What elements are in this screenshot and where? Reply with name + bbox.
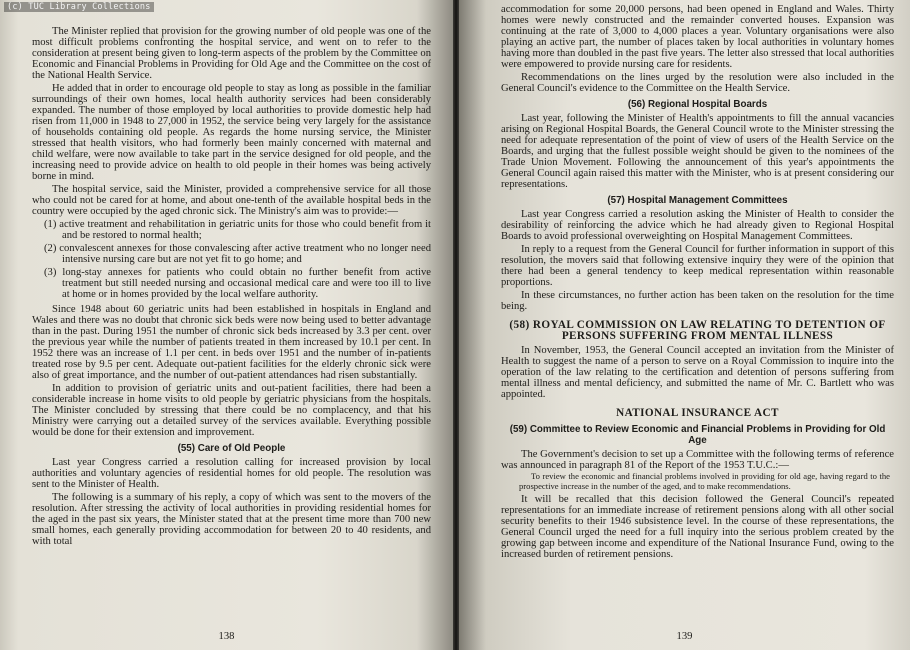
right-page (459, 0, 910, 650)
left-page (0, 0, 453, 650)
paragraph: Last year, following the Minister of Health's appointments to fill the annual vacancies arising on Regional Hospital Boards, the General Council wrote to the Minister stressing the need for adequate representation of the point of view of users of the Health Service on the Boards, and urging that the fullest possible weight should be given to the nominees of the Trade Union Movement. Following the announcement of this year's appointments the General Council again raised this matter with the Minister, who is at present considering our representations. (501, 113, 894, 190)
section-heading-55: (55) Care of Old People (177, 443, 286, 454)
paragraph: The hospital service, said the Minister, provided a comprehensive service for all those who could not be cared for at home, and about one-tenth of the available hospital beds in the country were occupied by the aged chronic sick. The Ministry's aim was to provide:— (32, 184, 431, 217)
list-item: (3) long-stay annexes for patients who could obtain no further benefit from active treatment but still needed nursing and occasional medical care and were too ill to live at home or in homes provided by the local welfare authority. (44, 267, 431, 300)
paragraph: Recommendations on the lines urged by the resolution were also included in the General Council's evidence to the Committee on the Health Service. (501, 72, 894, 94)
page-number-left: 138 (218, 631, 235, 642)
paragraph: The Minister replied that provision for the growing number of old people was one of the most difficult problems confronting the hospital service, and went on to refer to the consideration at present being given to long-term aspects of the problem by the Committee on Economic and Financial Problems in Providing for Old Age and the Committee on the cost of the National Health Service. (32, 26, 431, 81)
paragraph: It will be recalled that this decision followed the General Council's repeated representations for an immediate increase of retirement pensions along with all other social security benefits to their 1946 subsistence level. In the course of these representations, the General Council urged the need for a full inquiry into the serious problem created by the growing gap between income and expenditure of the National Insurance Fund, owing to the increased burden of retirement pensions. (501, 494, 894, 561)
section-heading-national-insurance: NATIONAL INSURANCE ACT (616, 407, 779, 419)
section-heading-57: (57) Hospital Management Committees (607, 195, 788, 206)
paragraph: In reply to a request from the General Council for further information in support of this resolution, the movers said that following extensive inquiry they were of the opinion that there had been a general tendency to keep medical representation within reasonable proportions. (501, 244, 894, 288)
paragraph: In November, 1953, the General Council accepted an invitation from the Minister of Health to suggest the name of a person to serve on a Royal Commission to inquire into the operation of the law relating to the certification and detention of persons suffering from mental illness and mental deficiency, and submitted the name of Mr. C. Bartlett who was appointed. (501, 345, 894, 400)
paragraph: Last year Congress carried a resolution asking the Minister of Health to consider the desirability of reinforcing the advice which he had already given to Regional Hospital Boards to avoid professional overweighting on Hospital Management Committees. (501, 209, 894, 242)
paragraph: accommodation for some 20,000 persons, had been opened in England and Wales. Thirty homes were newly constructed and the remainder converted houses. Expansion was continuing at the rate of 3,000 to 4,000 places a year. Voluntary organisations were also playing an active part, the number of places taken by local authorities in voluntary homes having more than doubled in the past five years. The letter also stressed that local authorities were empowered to provide nursing care for residents. (501, 4, 894, 70)
paragraph: The Government's decision to set up a Committee with the following terms of reference was announced in paragraph 81 of the Report of the 1953 T.U.C.:— (501, 449, 894, 471)
paragraph: Last year Congress carried a resolution calling for increased provision by local authorities and voluntary agencies of residential homes for old people. The resolution was sent to the Minister of Health. (32, 457, 431, 490)
paragraph: The following is a summary of his reply, a copy of which was sent to the movers of the resolution. After stressing the activity of local authorities in providing residential homes for the aged in the past six years, the Minister stated that at the present time more than 700 new small homes, each generally providing accommodation for between 20 to 40 residents, and with total (32, 492, 431, 547)
section-heading-56: (56) Regional Hospital Boards (627, 99, 768, 110)
section-heading-58: (58) ROYAL COMMISSION ON LAW RELATING TO DETENTION OF PERSONS SUFFERING FROM MENTAL ILLNESS (509, 319, 886, 342)
paragraph: In these circumstances, no further action has been taken on the resolution for the time being. (501, 290, 894, 312)
list-item: (2) convalescent annexes for those convalescing after active treatment who no longer need intensive nursing care but are not yet fit to go home; and (44, 243, 431, 265)
paragraph: He added that in order to encourage old people to stay as long as possible in the familiar surroundings of their own homes, local health authority services had been considerably expanded. The number of those employed by local authorities to provide domestic help had risen from 11,000 in 1948 to 27,000 in 1952, the service being very largely for the assistance of households containing old people. As regards the home nursing service, the Minister stressed that health visitors, who had formerly been mainly concerned with maternal and child welfare, were now available to take part in the service designed for old people, and the increasing need to provide advice on health to old people in their homes was being actively borne in mind. (32, 83, 431, 182)
section-heading-59: (59) Committee to Review Economic and Financial Problems in Providing for Old Age (509, 424, 886, 446)
paragraph: Since 1948 about 60 geriatric units had been established in hospitals in England and Wales and there was no doubt that chronic sick beds were now being used to better advantage than in the past. During 1951 the number of chronic sick beds increased by 3.3 per cent. over the previous year while the number of patients treated in them increased by 10.1 per cent. In 1952 there was an increase of 1.1 per cent. in beds over 1951 and the number of in-patients treated rose by 9.5 per cent. Adequate out-patient facilities for the elderly chronic sick were also of great importance, and the number of out-patient attendances had risen substantially. (32, 304, 431, 381)
list-item: (1) active treatment and rehabilitation in geriatric units for those who could benefit from it and be restored to normal health; (44, 219, 431, 241)
terms-of-reference-quote: To review the economic and financial problems involved in providing for old age, having regard to the prospective increase in the number of the aged, and to make recommendations. (519, 471, 890, 491)
paragraph: In addition to provision of geriatric units and out-patient facilities, there had been a considerable increase in home visits to old people by geriatric physicians from the hospitals. The Minister concluded by stressing that there could be no complacency, and that his Ministry were carrying out a detailed survey of the services available. Everything possible would be done for their extension and improvement. (32, 383, 431, 438)
provision-list (32, 219, 431, 300)
page-number-right: 139 (676, 631, 693, 642)
copyright-watermark: (c) TUC Library Collections (4, 2, 154, 12)
